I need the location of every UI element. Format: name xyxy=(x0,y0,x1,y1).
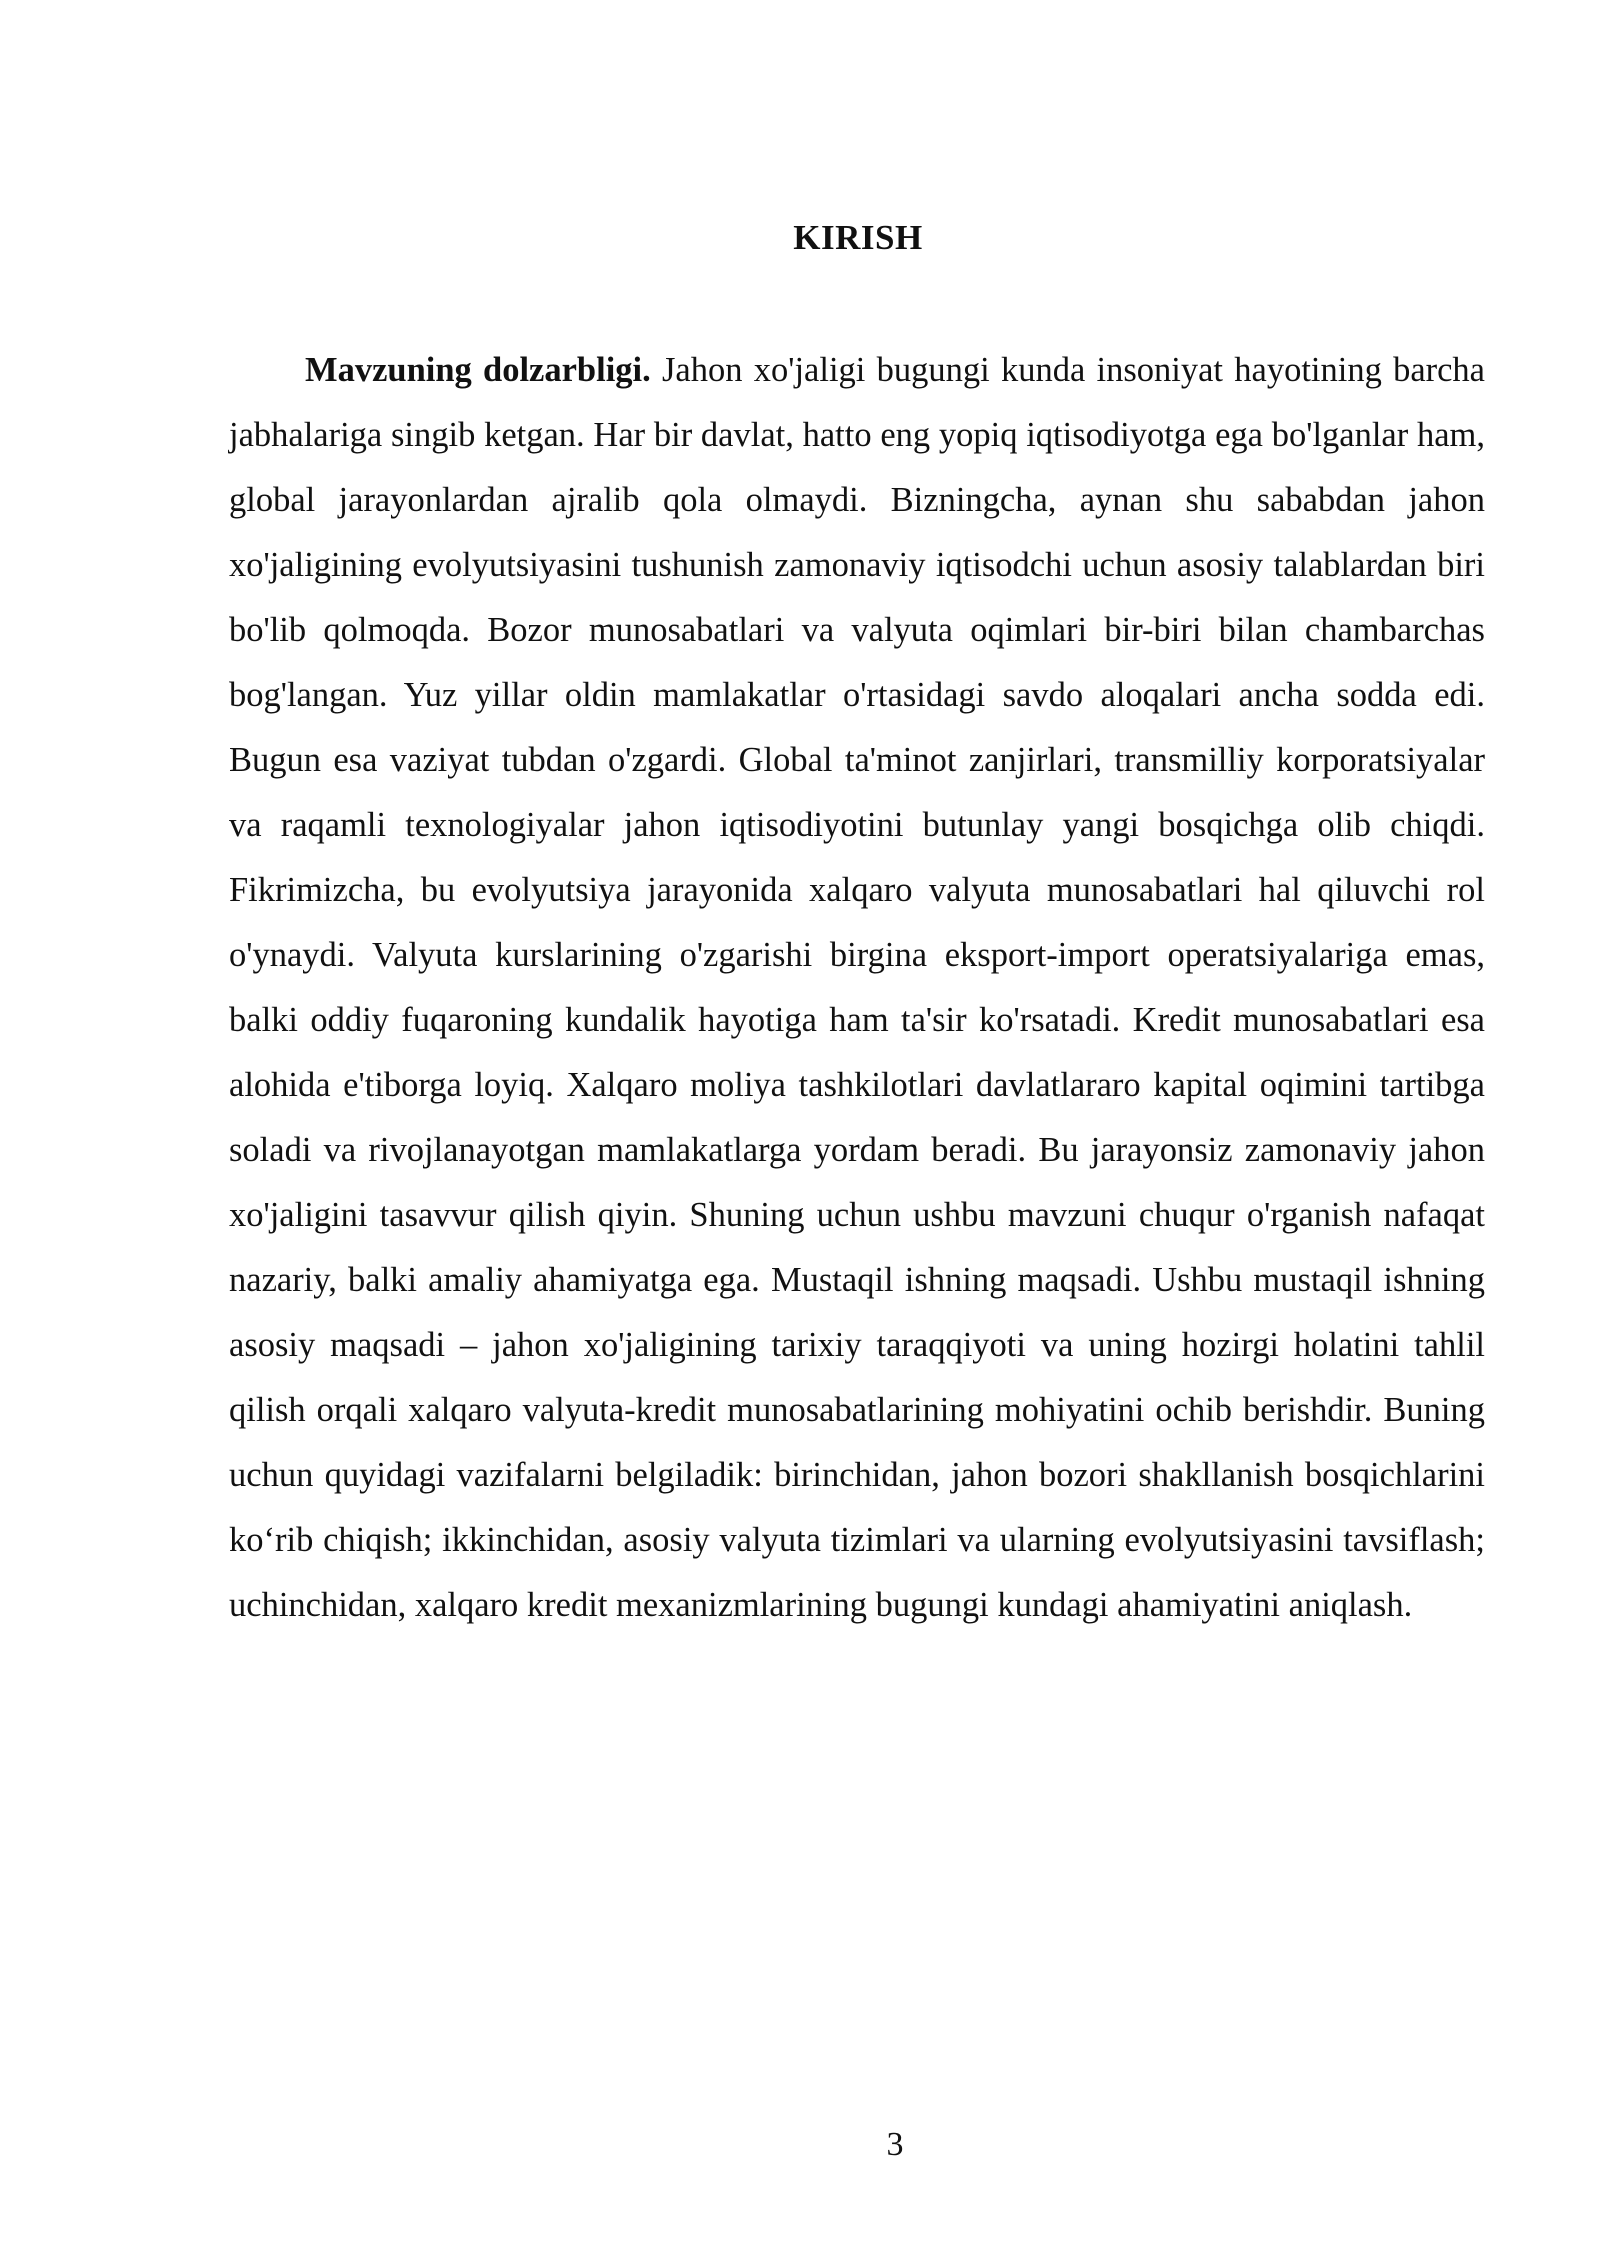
body-paragraph xyxy=(229,338,1485,1638)
paragraph-label: Mavzuning dolzarbligi. xyxy=(305,351,651,389)
page-number: 3 xyxy=(886,2126,904,2163)
section-heading: KIRISH xyxy=(793,218,923,257)
paragraph-text: Jahon xo'jaligi bugungi kunda insoniyat hayotining barcha jabhalariga singib ketgan. Har bir davlat, hatto eng yopiq iqtisodiyotga ega bo'lganlar ham, global jarayonlardan ajralib qola olmaydi. Bizningcha, aynan shu sababdan jahon xo'jaligining evolyutsiyasini tushunish zamonaviy iqtisodchi uchun asosiy talablardan biri bo'lib qolmoqda. Bozor munosabatlari va valyuta oqimlari bir-biri bilan chambarchas bog'langan. Yuz yillar oldin mamlakatlar o'rtasidagi savdo aloqalari ancha sodda edi. Bugun esa vaziyat tubdan o'zgardi. Global ta'minot zanjirlari, transmilliy korporatsiyalar va raqamli texnologiyalar jahon iqtisodiyotini butunlay yangi bosqichga olib chiqdi. Fikrimizcha, bu evolyutsiya jarayonida xalqaro valyuta munosabatlari hal qiluvchi rol o'ynaydi. Valyuta kurslarining o'zgarishi birgina eksport-import operatsiyalariga emas, balki oddiy fuqaroning kundalik hayotiga ham ta'sir ko'rsatadi. Kredit munosabatlari esa alohida e'tiborga loyiq. Xalqaro moliya tashkilotlari davlatlararo kapital oqimini tartibga soladi va rivojlanayotgan mamlakatlarga yordam beradi. Bu jarayonsiz zamonaviy jahon xo'jaligini tasavvur qilish qiyin. Shuning uchun ushbu mavzuni chuqur o'rganish nafaqat nazariy, balki amaliy ahamiyatga ega. Mustaqil ishning maqsadi. Ushbu mustaqil ishning asosiy maqsadi – jahon xo'jaligining tarixiy taraqqiyoti va uning hozirgi holatini tahlil qilish orqali xalqaro valyuta-kredit munosabatlarining mohiyatini ochib berishdir. Buning uchun quyidagi vazifalarni belgiladik: birinchidan, jahon bozori shakllanish bosqichlarini ko‘rib chiqish; ikkinchidan, asosiy valyuta tizimlari va ularning evolyutsiyasini tavsiflash; uchinchidan, xalqaro kredit mexanizmlarining bugungi kundagi ahamiyatini aniqlash. xyxy=(229,351,1485,1624)
